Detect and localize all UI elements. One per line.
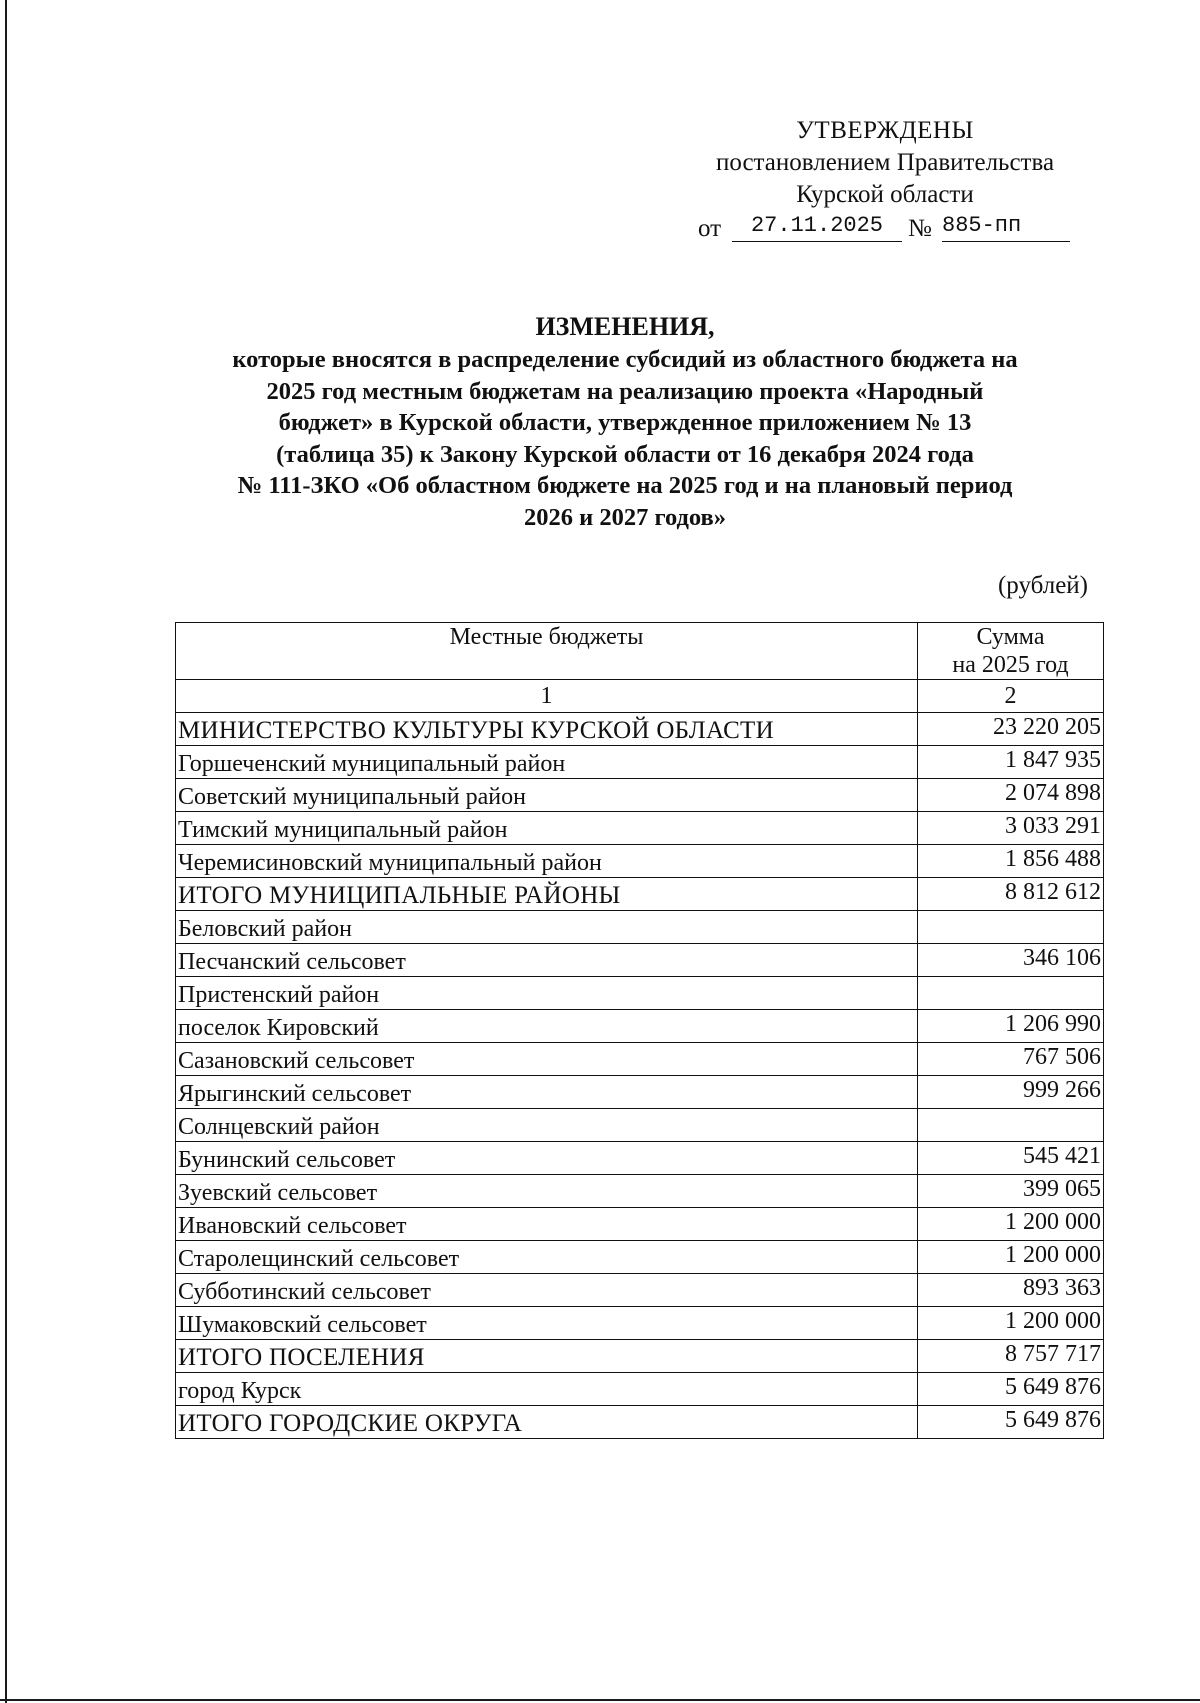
approval-title: УТВЕРЖДЕНЫ	[796, 117, 974, 144]
table-row	[176, 845, 1104, 878]
row-budget-name: Ивановский сельсовет	[176, 1208, 918, 1241]
row-amount: 3 033 291	[918, 812, 1104, 845]
column-index-2: 2	[918, 680, 1104, 713]
number-sign: №	[908, 215, 932, 242]
date-prefix: от	[698, 215, 722, 242]
row-amount	[918, 1109, 1104, 1142]
row-amount: 999 266	[918, 1076, 1104, 1109]
row-budget-name: поселок Кировский	[176, 1010, 918, 1043]
row-budget-name: Беловский район	[176, 911, 918, 944]
approval-line-3: Курской области	[796, 181, 974, 208]
table-header-row	[176, 623, 1104, 680]
row-amount	[918, 977, 1104, 1010]
row-budget-name: Черемисиновский муниципальный район	[176, 845, 918, 878]
row-budget-name: ИТОГО ГОРОДСКИЕ ОКРУГА	[176, 1406, 918, 1439]
scan-edge-bottom	[0, 1699, 1200, 1701]
table-row	[176, 1175, 1104, 1208]
header-local-budgets: Местные бюджеты	[176, 623, 918, 680]
table-row	[176, 1274, 1104, 1307]
table-row	[176, 1208, 1104, 1241]
row-amount: 1 847 935	[918, 746, 1104, 779]
row-budget-name: ИТОГО ПОСЕЛЕНИЯ	[176, 1340, 918, 1373]
table-row	[176, 746, 1104, 779]
table-row	[176, 812, 1104, 845]
row-amount: 5 649 876	[918, 1373, 1104, 1406]
row-budget-name: Горшеченский муниципальный район	[176, 746, 918, 779]
column-index-1: 1	[176, 680, 918, 713]
table-index-row	[176, 680, 1104, 713]
header-sum-line-1: Сумма	[976, 624, 1045, 650]
row-budget-name: Шумаковский сельсовет	[176, 1307, 918, 1340]
row-budget-name: Песчанский сельсовет	[176, 944, 918, 977]
units-label: (рублей)	[997, 572, 1088, 599]
table-row	[176, 1307, 1104, 1340]
heading-line: № 111-ЗКО «Об областном бюджете на 2025 год и на плановый период	[237, 472, 1013, 499]
table-row	[176, 944, 1104, 977]
row-budget-name: МИНИСТЕРСТВО КУЛЬТУРЫ КУРСКОЙ ОБЛАСТИ	[176, 713, 918, 746]
approval-block	[680, 115, 1090, 247]
table-row	[176, 1010, 1104, 1043]
row-amount: 1 200 000	[918, 1241, 1104, 1274]
table-row	[176, 1043, 1104, 1076]
row-amount: 8 812 612	[918, 878, 1104, 911]
row-amount: 346 106	[918, 944, 1104, 977]
table-row	[176, 878, 1104, 911]
table-row	[176, 1241, 1104, 1274]
table-row	[176, 1406, 1104, 1439]
row-amount: 2 074 898	[918, 779, 1104, 812]
table-row	[176, 1142, 1104, 1175]
row-budget-name: Тимский муниципальный район	[176, 812, 918, 845]
row-budget-name: Бунинский сельсовет	[176, 1142, 918, 1175]
approval-number: 885-пп	[942, 211, 1070, 242]
row-amount: 767 506	[918, 1043, 1104, 1076]
row-budget-name: Ярыгинский сельсовет	[176, 1076, 918, 1109]
row-budget-name: Советский муниципальный район	[176, 779, 918, 812]
row-amount: 23 220 205	[918, 713, 1104, 746]
row-budget-name: Субботинский сельсовет	[176, 1274, 918, 1307]
row-amount: 399 065	[918, 1175, 1104, 1208]
heading-line: 2026 и 2027 годов»	[523, 503, 727, 531]
row-amount: 1 200 000	[918, 1307, 1104, 1340]
row-amount: 5 649 876	[918, 1406, 1104, 1439]
row-amount: 893 363	[918, 1274, 1104, 1307]
table-row	[176, 1076, 1104, 1109]
row-budget-name: Зуевский сельсовет	[176, 1175, 918, 1208]
approval-date: 27.11.2025	[732, 211, 902, 242]
table-body	[176, 713, 1104, 1439]
approval-date-line	[680, 211, 1090, 247]
heading-line: бюджет» в Курской области, утвержденное приложением № 13	[278, 409, 972, 436]
row-amount: 8 757 717	[918, 1340, 1104, 1373]
row-budget-name: Сазановский сельсовет	[176, 1043, 918, 1076]
row-amount: 545 421	[918, 1142, 1104, 1175]
row-budget-name: Солнцевский район	[176, 1109, 918, 1142]
heading-line: (таблица 35) к Закону Курской области от 16 декабря 2024 года	[276, 440, 974, 468]
document-heading	[160, 310, 1090, 533]
heading-title: ИЗМЕНЕНИЯ,	[535, 312, 715, 341]
table-row	[176, 779, 1104, 812]
row-amount: 1 856 488	[918, 845, 1104, 878]
heading-line: 2025 год местным бюджетам на реализацию проекта «Народный	[266, 377, 984, 405]
row-budget-name: город Курск	[176, 1373, 918, 1406]
row-amount: 1 200 000	[918, 1208, 1104, 1241]
table-row	[176, 911, 1104, 944]
row-budget-name: Пристенский район	[176, 977, 918, 1010]
table-row	[176, 713, 1104, 746]
table-row	[176, 1373, 1104, 1406]
row-budget-name: Старолещинский сельсовет	[176, 1241, 918, 1274]
budget-table	[175, 622, 1104, 1439]
row-amount: 1 206 990	[918, 1010, 1104, 1043]
table-row	[176, 977, 1104, 1010]
table-row	[176, 1340, 1104, 1373]
scan-edge-left	[5, 0, 7, 1703]
heading-line: которые вносятся в распределение субсидий из областного бюджета на	[232, 346, 1018, 373]
header-sum-line-2: на 2025 год	[952, 652, 1069, 678]
table-row	[176, 1109, 1104, 1142]
row-amount	[918, 911, 1104, 944]
row-budget-name: ИТОГО МУНИЦИПАЛЬНЫЕ РАЙОНЫ	[176, 878, 918, 911]
header-sum	[918, 623, 1104, 680]
approval-line-2: постановлением Правительства	[715, 149, 1055, 176]
